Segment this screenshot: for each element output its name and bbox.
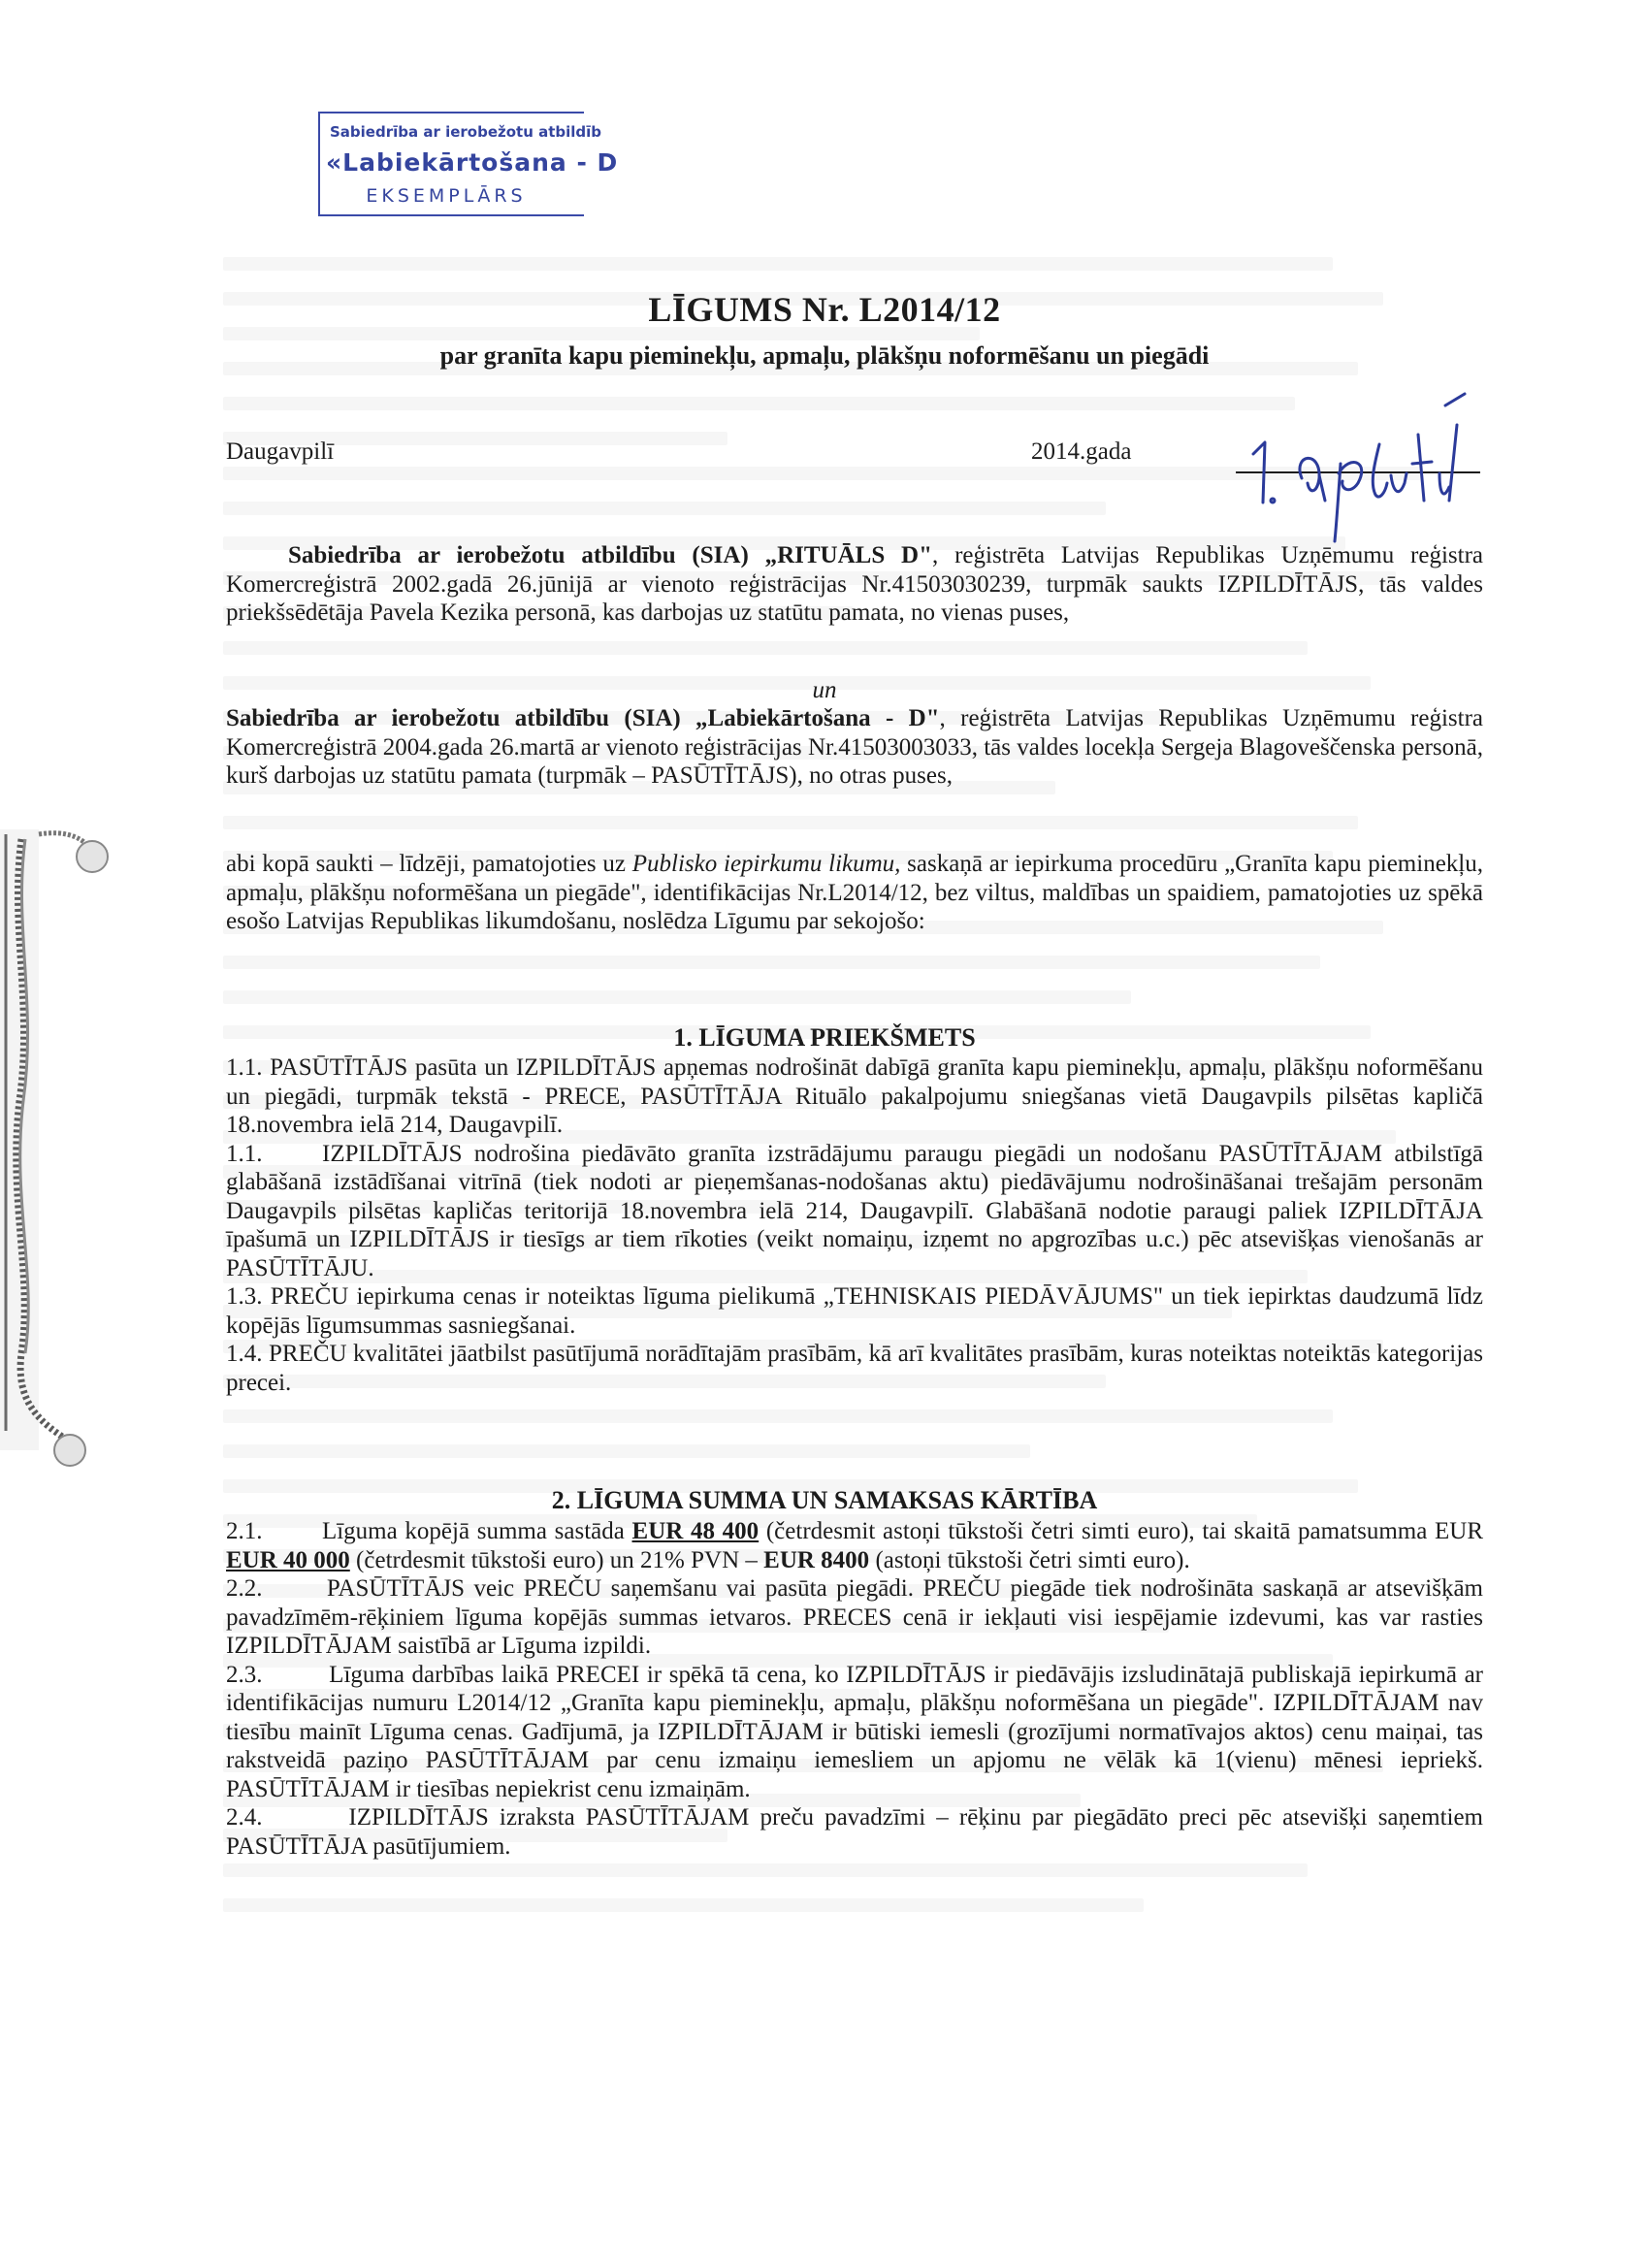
clause-1-4: 1.4. PREČU kvalitātei jāatbilst pasūtījumā norādītajām prasībām, kā arī kvalitātes prasībām, kuras noteiktas noteiktās kategorijas precei.: [226, 1341, 1483, 1396]
preamble-after: saskaņā ar iepirkuma procedūru „Granīta kapu pieminekļu, apmaļu, plākšņu noformēšana un piegāde", identifikācijas Nr.L2014/12, bez viltus, maldības un spaidiem, pamatojoties uz spēkā esošo Latvijas Republikas likumdošanu, noslēdza Līgumu par sekojošo:: [226, 851, 1483, 934]
clause-2-2: 2.2. PASŪTĪTĀJS veic PREČU saņemšanu vai pasūta piegādi. PREČU piegāde tiek nodrošināta saskaņā ar atsevišķām pavadzīmēm-rēķiniem līguma kopējās summas ietvaros. PRECES cenā ir iekļauti visi iespējamie izdevumi, kas var rasties IZPILDĪTĀJAM saistībā ar Līguma izpildi.: [226, 1575, 1484, 1659]
preamble-paragraph: [226, 850, 1483, 936]
clause-2-1: 2.1. Līguma kopējā summa sastāda EUR 48 400 (četrdesmit astoņi tūkstoši četri simti euro), tai skaitā pamatsumma EUR EUR 40 000 (četrdesmit tūkstoši euro) un 21% PVN – EUR 8400 (astoņi tūkstoši četri simti euro).: [226, 1518, 1483, 1573]
clause-2-4: 2.4. IZPILDĪTĀJS izraksta PASŪTĪTĀJAM preču pavadzīmi – rēķinu par piegādāto preci pēc atsevišķi saņemtiem PASŪTĪTĀJA pasūtījumiem.: [226, 1804, 1484, 1860]
stamp-line-2: «Labiekārtošana - D: [326, 148, 619, 177]
clause-1-1: 1.1. PASŪTĪTĀJS pasūta un IZPILDĪTĀJS apņemas nodrošināt dabīgā granīta kapu pieminekļu, apmaļu, plākšņu noformēšanu un piegādi, turpmāk tekstā - PRECE, PASŪTĪTĀJA Rituālo pakalpojumu sniegšanas vietā Daugavpils pilsētas kapličā 18.novembra ielā 214, Daugavpilī.: [226, 1054, 1483, 1138]
contract-title: LĪGUMS Nr. L2014/12: [648, 290, 1001, 329]
and-word: un: [812, 677, 837, 703]
date-prefix: 2014.gada: [1031, 438, 1132, 465]
stamp-line-1: Sabiedrība ar ierobežotu atbildīb: [330, 123, 602, 141]
party-1-name: Sabiedrība ar ierobežotu atbildību (SIA) „RITUĀLS D": [288, 542, 932, 568]
section-1-body: [226, 1053, 1483, 1397]
handwritten-date: [1224, 386, 1486, 541]
stamp-line-3: EKSEMPLĀRS: [366, 185, 527, 207]
party-2-text: , reģistrēta Latvijas Republikas Uzņēmumu reģistra Komercreģistrā 2004.gada 26.martā ar vienoto reģistrācijas Nr.41503003033, tās valdes locekļa Sergeja Blagoveščenska personā, kurš darbojas uz statūtu pamata (turpmāk – PASŪTĪTĀJS), no otras puses,: [226, 705, 1484, 789]
party-1-text: , reģistrēta Latvijas Republikas Uzņēmumu reģistra Komercreģistrā 2002.gadā 26.jūnijā ar vienoto reģistrācijas Nr.41503030239, turpmāk saukts IZPILDĪTĀJS, tās valdes priekšsēdētāja Pavela Kezika personā, kas darbojas uz statūtu pamata, no vienas puses,: [226, 542, 1483, 626]
place: Daugavpilī: [226, 438, 335, 465]
vat-amount: EUR 8400: [763, 1546, 870, 1573]
contract-subtitle: par granīta kapu pieminekļu, apmaļu, plākšņu noformēšanu un piegādi: [439, 341, 1210, 370]
party-1-paragraph: [226, 541, 1483, 628]
clause-2-3: 2.3. Līguma darbības laikā PRECEI ir spēkā tā cena, ko IZPILDĪTĀJS ir piedāvājis izsludinātajā publiskajā iepirkumā ar identifikācijas numuru L2014/12 „Granīta kapu pieminekļu, apmaļu, plākšņu noformēšana un piegāde". IZPILDĪTĀJAM nav tiesību mainīt Līguma cenas. Gadījumā, ja IZPILDĪTĀJAM ir būtiski iemesli (grozījumi normatīvajos aktos) cenu maiņai, tas rakstveidā paziņo PASŪTĪTĀJAM par cenu izmaiņu iemesliem un apjomu ne vēlāk kā 1(vienu) mēnesi iepriekš. PASŪTĪTĀJAM ir tiesības nepiekrist cenu izmaiņām.: [226, 1661, 1483, 1802]
total-amount: EUR 48 400: [631, 1518, 760, 1544]
party-2-name: Sabiedrība ar ierobežotu atbildību (SIA) „Labiekārtošana - D": [226, 705, 940, 731]
base-amount: EUR 40 000: [226, 1546, 350, 1573]
section-2-body: [226, 1517, 1483, 1861]
clause-1-1b: 1.1. IZPILDĪTĀJS nodrošina piedāvāto granīta izstrādājumu paraugu piegādi un nodošanu PASŪTĪTĀJAM atbilstīgā glabāšanā izstādīšanai vitrīnā (tiek nodoti ar pieņemšanas-nodošanas aktu) piedāvājumu nodrošināšanai trešajām personām Daugavpils pilsētas kapličas teritorijā 18.novembra ielā 214, Daugavpilī. Glabāšanā nodotie paraugi paliek IZPILDĪTĀJA īpašumā un IZPILDĪTĀJS ir tiesīgs ar tiem rīkoties (veikt nomaiņu, izņemt no apgrozības u.c.) pēc atsevišķas vienošanās ar PASŪTĪTĀJU.: [226, 1140, 1483, 1281]
law-reference: Publisko iepirkumu likumu,: [631, 851, 901, 877]
clause-1-3: 1.3. PREČU iepirkuma cenas ir noteiktas līguma pielikumā „TEHNISKAIS PIEDĀVĀJUMS" un tiek iepirktas daudzumā līdz kopējās līgumsummas sasniegšanai.: [226, 1283, 1484, 1339]
binding-cord-icon: [0, 810, 116, 1470]
section-1-heading: 1. LĪGUMA PRIEKŠMETS: [673, 1023, 976, 1052]
preamble-before: abi kopā saukti – līdzēji, pamatojoties uz: [226, 851, 632, 877]
section-2-heading: 2. LĪGUMA SUMMA UN SAMAKSAS KĀRTĪBA: [551, 1486, 1098, 1514]
copy-stamp: [318, 112, 619, 216]
party-2-paragraph: [226, 704, 1483, 791]
